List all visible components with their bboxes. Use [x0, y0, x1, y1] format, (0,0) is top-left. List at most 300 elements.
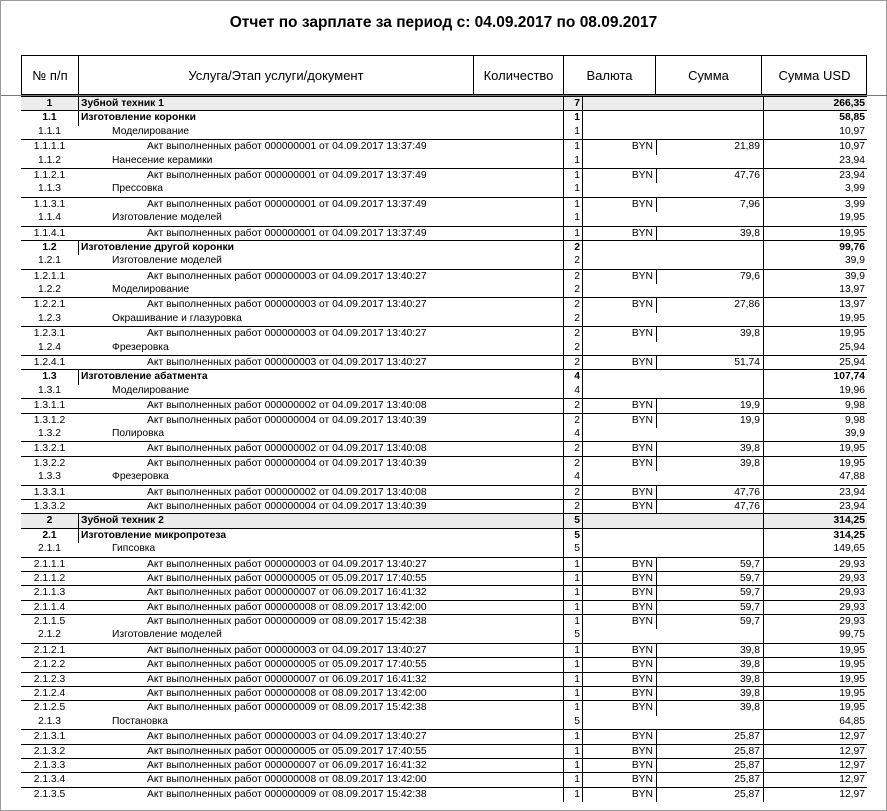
- row-sum: [657, 514, 763, 528]
- row-currency: BYN: [583, 140, 657, 154]
- row-num: 2.1.1: [38, 543, 61, 555]
- row-sum: [657, 384, 763, 398]
- row-qty: 4: [563, 384, 583, 398]
- row-qty: 1: [563, 615, 583, 629]
- row-currency: BYN: [583, 356, 657, 370]
- row-qty: 1: [563, 730, 583, 744]
- row-num: 2.1.2.4: [33, 688, 66, 700]
- row-currency: BYN: [583, 658, 657, 672]
- row-sum: 39,8: [739, 702, 760, 714]
- row-sum: 25,87: [734, 759, 760, 771]
- row-sum: [657, 111, 763, 125]
- header-num: № п/п: [21, 56, 78, 94]
- row-currency: BYN: [583, 730, 657, 744]
- table-body: [21, 96, 867, 801]
- row-currency: BYN: [583, 270, 657, 284]
- row-currency: [583, 254, 657, 268]
- row-currency: BYN: [583, 586, 657, 600]
- row-num: 2.1.2.3: [33, 673, 66, 685]
- row-service: Акт выполненных работ 000000003 от 04.09.2017 13:40:27: [147, 270, 427, 282]
- row-currency: BYN: [583, 572, 657, 586]
- table-row: [21, 729, 867, 743]
- table-row: [21, 139, 867, 153]
- row-service: Акт выполненных работ 000000007 от 06.09.2017 16:41:32: [147, 587, 427, 599]
- row-sum-usd: 64,85: [763, 715, 867, 729]
- row-num: 1.2: [42, 241, 57, 253]
- row-qty: 1: [563, 154, 583, 168]
- report-title: Отчет по зарплате за период с: 04.09.2017 по 08.09.2017: [229, 14, 658, 31]
- row-sum: [657, 97, 763, 111]
- row-num: 2.1.3.2: [33, 745, 66, 757]
- table-row: [21, 355, 867, 369]
- row-num: 1.3.1: [38, 384, 61, 396]
- row-num: 2.1.2: [38, 629, 61, 641]
- table-row: [21, 283, 867, 297]
- header-sum: Сумма: [655, 56, 761, 94]
- table-row: [21, 168, 867, 182]
- row-currency: [583, 341, 657, 355]
- row-sum-usd: 23,94: [763, 154, 867, 168]
- table-row: [21, 427, 867, 441]
- row-num: 2.1.3.5: [33, 788, 66, 800]
- row-currency: BYN: [583, 169, 657, 183]
- table-row: [21, 398, 867, 412]
- row-currency: [583, 529, 657, 543]
- row-service: Акт выполненных работ 000000007 от 06.09.2017 16:41:32: [147, 673, 427, 685]
- row-currency: BYN: [583, 414, 657, 428]
- row-num: 1.2.2.1: [33, 299, 66, 311]
- table-row: [21, 326, 867, 340]
- table-row: [21, 240, 867, 254]
- row-sum: [657, 529, 763, 543]
- table-row: [21, 297, 867, 311]
- row-qty: 1: [563, 788, 583, 802]
- row-service: Акт выполненных работ 000000002 от 04.09.2017 13:40:08: [147, 400, 427, 412]
- row-qty: 2: [563, 270, 583, 284]
- table-row: [21, 110, 867, 124]
- row-service: Акт выполненных работ 000000002 от 04.09.2017 13:40:08: [147, 486, 427, 498]
- row-currency: BYN: [583, 399, 657, 413]
- row-sum-usd: 12,97: [763, 745, 867, 759]
- table-row: [21, 182, 867, 196]
- row-num: 2.1.1.5: [33, 616, 66, 628]
- row-qty: 2: [563, 283, 583, 297]
- row-sum-usd: 19,95: [763, 442, 867, 456]
- row-service: Акт выполненных работ 000000004 от 04.09.2017 13:40:39: [147, 457, 427, 469]
- row-sum: [657, 542, 763, 556]
- table-row: [21, 542, 867, 556]
- table-row: [21, 600, 867, 614]
- table-row: [21, 197, 867, 211]
- row-sum-usd: 19,95: [763, 327, 867, 341]
- row-sum-usd: 29,93: [763, 558, 867, 572]
- row-num: 2.1.2.2: [33, 659, 66, 671]
- row-sum-usd: 13,97: [763, 298, 867, 312]
- row-qty: 1: [563, 140, 583, 154]
- row-sum: 59,7: [739, 558, 760, 570]
- row-currency: BYN: [583, 788, 657, 802]
- row-sum-usd: 29,93: [763, 615, 867, 629]
- row-sum: 79,6: [739, 270, 760, 282]
- row-num: 1.3.2.2: [33, 457, 66, 469]
- row-sum: [657, 154, 763, 168]
- row-sum-usd: 23,94: [763, 169, 867, 183]
- row-service: Акт выполненных работ 000000001 от 04.09.2017 13:37:49: [147, 141, 427, 153]
- row-service: Акт выполненных работ 000000001 от 04.09.2017 13:37:49: [147, 227, 427, 239]
- header-service: Услуга/Этап услуги/документ: [78, 56, 473, 94]
- row-sum-usd: 47,88: [763, 470, 867, 484]
- row-sum: 25,87: [734, 745, 760, 757]
- row-qty: 1: [563, 227, 583, 241]
- row-qty: 2: [563, 254, 583, 268]
- row-sum-usd: 107,74: [763, 370, 867, 384]
- row-sum-usd: 13,97: [763, 283, 867, 297]
- row-num: 1: [46, 98, 53, 109]
- row-sum: [657, 470, 763, 484]
- row-qty: 7: [563, 97, 583, 111]
- row-sum: 25,87: [734, 731, 760, 743]
- row-num: 2.1.1.1: [33, 558, 66, 570]
- row-qty: 4: [563, 427, 583, 441]
- row-num: 1.2.4.1: [33, 357, 66, 369]
- row-service: Акт выполненных работ 000000003 от 04.09.2017 13:40:27: [147, 357, 427, 369]
- row-sum: 39,8: [739, 328, 760, 340]
- row-qty: 2: [563, 399, 583, 413]
- row-sum-usd: 266,35: [763, 97, 867, 111]
- row-sum-usd: 19,95: [763, 457, 867, 471]
- table-row: [21, 585, 867, 599]
- row-qty: 5: [563, 715, 583, 729]
- table-header: [21, 55, 867, 95]
- row-service: Окрашивание и глазуровка: [112, 312, 242, 324]
- row-sum: 25,87: [734, 788, 760, 800]
- header-sum-usd: Сумма USD: [761, 56, 867, 94]
- table-row: [21, 154, 867, 168]
- row-service: Изготовление коронки: [78, 111, 563, 125]
- row-qty: 4: [563, 370, 583, 384]
- row-sum-usd: 19,95: [763, 658, 867, 672]
- table-row: [21, 96, 867, 110]
- row-sum-usd: 39,9: [763, 254, 867, 268]
- row-service: Акт выполненных работ 000000004 от 04.09.2017 13:40:39: [147, 500, 427, 512]
- row-sum: 47,76: [734, 486, 760, 498]
- row-sum: 25,87: [734, 774, 760, 786]
- row-service: Акт выполненных работ 000000008 от 08.09.2017 13:42:00: [147, 688, 427, 700]
- row-sum-usd: 3,99: [763, 198, 867, 212]
- row-sum-usd: 19,95: [763, 211, 867, 225]
- row-qty: 1: [563, 169, 583, 183]
- row-qty: 1: [563, 673, 583, 687]
- row-sum: 51,74: [734, 357, 760, 369]
- row-qty: 5: [563, 542, 583, 556]
- row-service: Зубной техник 1: [78, 97, 563, 111]
- row-service: Полировка: [112, 427, 165, 439]
- row-service: Зубной техник 2: [78, 514, 563, 528]
- row-service: Акт выполненных работ 000000001 от 04.09.2017 13:37:49: [147, 198, 427, 210]
- row-currency: [583, 715, 657, 729]
- row-sum: 19,9: [739, 414, 760, 426]
- row-qty: 1: [563, 644, 583, 658]
- row-currency: [583, 470, 657, 484]
- row-num: 1.2.2: [38, 284, 61, 296]
- row-currency: BYN: [583, 442, 657, 456]
- row-num: 2.1.3.1: [33, 731, 66, 743]
- table-row: [21, 787, 867, 801]
- row-sum-usd: 19,95: [763, 701, 867, 715]
- row-num: 2.1.2.5: [33, 702, 66, 714]
- row-sum: [657, 628, 763, 642]
- table-row: [21, 312, 867, 326]
- row-currency: [583, 370, 657, 384]
- table-row: [21, 772, 867, 786]
- row-currency: BYN: [583, 486, 657, 500]
- row-sum-usd: 10,97: [763, 140, 867, 154]
- row-qty: 2: [563, 241, 583, 255]
- row-currency: [583, 182, 657, 196]
- table-row: [21, 384, 867, 398]
- row-service: Акт выполненных работ 000000008 от 08.09.2017 13:42:00: [147, 601, 427, 613]
- row-qty: 1: [563, 658, 583, 672]
- row-num: 1.1.3.1: [33, 198, 66, 210]
- row-sum-usd: 9,98: [763, 399, 867, 413]
- row-qty: 2: [563, 298, 583, 312]
- row-num: 2.1.1.2: [33, 572, 66, 584]
- row-sum: [657, 341, 763, 355]
- row-service: Акт выполненных работ 000000001 от 04.09.2017 13:37:49: [147, 169, 427, 181]
- row-qty: 4: [563, 470, 583, 484]
- row-currency: [583, 154, 657, 168]
- row-sum-usd: 314,25: [763, 514, 867, 528]
- row-sum: 39,8: [739, 443, 760, 455]
- row-qty: 2: [563, 486, 583, 500]
- row-sum-usd: 10,97: [763, 125, 867, 139]
- row-sum-usd: 314,25: [763, 529, 867, 543]
- row-currency: BYN: [583, 558, 657, 572]
- row-num: 1.2.3: [38, 312, 61, 324]
- row-service: Изготовление другой коронки: [78, 241, 563, 255]
- row-qty: 5: [563, 514, 583, 528]
- row-sum: 59,7: [739, 601, 760, 613]
- row-currency: [583, 283, 657, 297]
- row-num: 1.2.1.1: [33, 270, 66, 282]
- row-sum: [657, 241, 763, 255]
- row-service: Фрезеровка: [112, 341, 169, 353]
- row-currency: BYN: [583, 227, 657, 241]
- row-num: 1.1.1: [38, 125, 61, 137]
- table-row: [21, 758, 867, 772]
- row-sum-usd: 9,98: [763, 414, 867, 428]
- row-currency: [583, 211, 657, 225]
- row-num: 2.1.3: [38, 715, 61, 727]
- row-currency: BYN: [583, 601, 657, 615]
- row-sum: 39,8: [739, 688, 760, 700]
- row-currency: BYN: [583, 673, 657, 687]
- row-currency: BYN: [583, 457, 657, 471]
- row-num: 2.1.3.3: [33, 759, 66, 771]
- row-sum-usd: 25,94: [763, 356, 867, 370]
- row-num: 1.3.3: [38, 471, 61, 483]
- row-sum: [657, 283, 763, 297]
- row-service: Акт выполненных работ 000000003 от 04.09.2017 13:40:27: [147, 299, 427, 311]
- row-currency: [583, 427, 657, 441]
- row-currency: [583, 125, 657, 139]
- row-service: Гипсовка: [112, 543, 156, 555]
- table-row: [21, 485, 867, 499]
- row-sum: [657, 125, 763, 139]
- row-sum-usd: 29,93: [763, 586, 867, 600]
- row-qty: 1: [563, 558, 583, 572]
- table-row: [21, 686, 867, 700]
- row-sum-usd: 12,97: [763, 759, 867, 773]
- row-sum-usd: 12,97: [763, 730, 867, 744]
- row-sum: [657, 370, 763, 384]
- table-row: [21, 341, 867, 355]
- table-row: [21, 643, 867, 657]
- row-num: 1.1.2: [38, 154, 61, 166]
- row-service: Акт выполненных работ 000000005 от 05.09.2017 17:40:55: [147, 659, 427, 671]
- row-sum-usd: 19,96: [763, 384, 867, 398]
- row-currency: BYN: [583, 615, 657, 629]
- row-service: Моделирование: [112, 125, 190, 137]
- row-currency: BYN: [583, 687, 657, 701]
- row-service: Моделирование: [112, 384, 190, 396]
- row-qty: 1: [563, 125, 583, 139]
- table-row: [21, 513, 867, 527]
- row-service: Акт выполненных работ 000000003 от 04.09.2017 13:40:27: [147, 644, 427, 656]
- row-sum-usd: 99,76: [763, 241, 867, 255]
- row-service: Изготовление моделей: [112, 212, 222, 224]
- row-num: 1.1.2.1: [33, 169, 66, 181]
- row-currency: BYN: [583, 327, 657, 341]
- row-currency: BYN: [583, 701, 657, 715]
- row-currency: [583, 312, 657, 326]
- row-sum: [657, 254, 763, 268]
- row-qty: 1: [563, 198, 583, 212]
- row-sum: 39,8: [739, 457, 760, 469]
- row-qty: 1: [563, 586, 583, 600]
- row-num: 2.1.3.4: [33, 774, 66, 786]
- row-qty: 2: [563, 457, 583, 471]
- row-service: Прессовка: [112, 183, 163, 195]
- row-service: Постановка: [112, 715, 168, 727]
- row-num: 2.1.1.4: [33, 601, 66, 613]
- row-num: 2.1.2.1: [33, 644, 66, 656]
- row-sum-usd: 19,95: [763, 687, 867, 701]
- row-qty: 2: [563, 356, 583, 370]
- row-service: Акт выполненных работ 000000005 от 05.09.2017 17:40:55: [147, 572, 427, 584]
- table-row: [21, 628, 867, 642]
- row-service: Моделирование: [112, 284, 190, 296]
- row-sum-usd: 23,94: [763, 486, 867, 500]
- table-row: [21, 657, 867, 671]
- table-row: [21, 226, 867, 240]
- row-currency: BYN: [583, 773, 657, 787]
- row-service: Нанесение керамики: [112, 154, 213, 166]
- row-sum-usd: 19,95: [763, 644, 867, 658]
- row-currency: [583, 628, 657, 642]
- row-sum: 39,8: [739, 659, 760, 671]
- row-qty: 1: [563, 773, 583, 787]
- table-row: [21, 470, 867, 484]
- row-sum: 39,8: [739, 673, 760, 685]
- table-row: [21, 528, 867, 542]
- row-sum: 21,89: [734, 141, 760, 153]
- row-qty: 1: [563, 745, 583, 759]
- row-sum: 39,8: [739, 644, 760, 656]
- row-sum-usd: 23,94: [763, 500, 867, 514]
- row-num: 1.1.1.1: [33, 141, 66, 153]
- row-service: Изготовление моделей: [112, 255, 222, 267]
- row-num: 2.1.1.3: [33, 587, 66, 599]
- row-num: 1.3.3.2: [33, 500, 66, 512]
- table-row: [21, 441, 867, 455]
- row-num: 1.2.3.1: [33, 328, 66, 340]
- row-service: Акт выполненных работ 000000003 от 04.09.2017 13:40:27: [147, 328, 427, 340]
- table-row: [21, 557, 867, 571]
- row-sum-usd: 58,85: [763, 111, 867, 125]
- row-sum-usd: 25,94: [763, 341, 867, 355]
- table-row: [21, 700, 867, 714]
- row-service: Изготовление микропротеза: [78, 529, 563, 543]
- table-row: [21, 369, 867, 383]
- header-currency: Валюта: [563, 56, 655, 94]
- row-service: Акт выполненных работ 000000009 от 08.09.2017 15:42:38: [147, 616, 427, 628]
- row-sum-usd: 149,65: [763, 542, 867, 556]
- row-service: Фрезеровка: [112, 471, 169, 483]
- row-service: Акт выполненных работ 000000009 от 08.09.2017 15:42:38: [147, 788, 427, 800]
- row-sum-usd: 19,95: [763, 312, 867, 326]
- row-qty: 1: [563, 601, 583, 615]
- row-qty: 1: [563, 211, 583, 225]
- row-service: Акт выполненных работ 000000005 от 05.09.2017 17:40:55: [147, 745, 427, 757]
- row-service: Акт выполненных работ 000000003 от 04.09.2017 13:40:27: [147, 558, 427, 570]
- table-row: [21, 614, 867, 628]
- row-service: Изготовление абатмента: [78, 370, 563, 384]
- row-sum-usd: 12,97: [763, 788, 867, 802]
- row-num: 1.3.3.1: [33, 486, 66, 498]
- row-qty: 1: [563, 572, 583, 586]
- row-sum: 47,76: [734, 500, 760, 512]
- row-qty: 2: [563, 327, 583, 341]
- row-num: 1.1: [42, 112, 57, 124]
- row-currency: BYN: [583, 644, 657, 658]
- row-sum: 59,7: [739, 572, 760, 584]
- row-sum-usd: 19,95: [763, 673, 867, 687]
- row-num: 1.3.2: [38, 427, 61, 439]
- row-currency: [583, 241, 657, 255]
- row-service: Акт выполненных работ 000000003 от 04.09.2017 13:40:27: [147, 731, 427, 743]
- row-qty: 1: [563, 111, 583, 125]
- table-row: [21, 672, 867, 686]
- table-row: [21, 269, 867, 283]
- row-sum: 47,76: [734, 169, 760, 181]
- row-num: 1.3: [42, 371, 57, 383]
- row-sum-usd: 29,93: [763, 572, 867, 586]
- row-num: 2.1: [42, 529, 57, 541]
- table-row: [21, 499, 867, 513]
- row-currency: BYN: [583, 759, 657, 773]
- table-row: [21, 254, 867, 268]
- row-num: 1.3.2.1: [33, 443, 66, 455]
- row-qty: 1: [563, 687, 583, 701]
- row-qty: 2: [563, 341, 583, 355]
- row-qty: 1: [563, 701, 583, 715]
- row-sum-usd: 39,9: [763, 427, 867, 441]
- row-num: 1.2.1: [38, 255, 61, 267]
- row-sum: [657, 211, 763, 225]
- row-qty: 1: [563, 182, 583, 196]
- row-sum: [657, 312, 763, 326]
